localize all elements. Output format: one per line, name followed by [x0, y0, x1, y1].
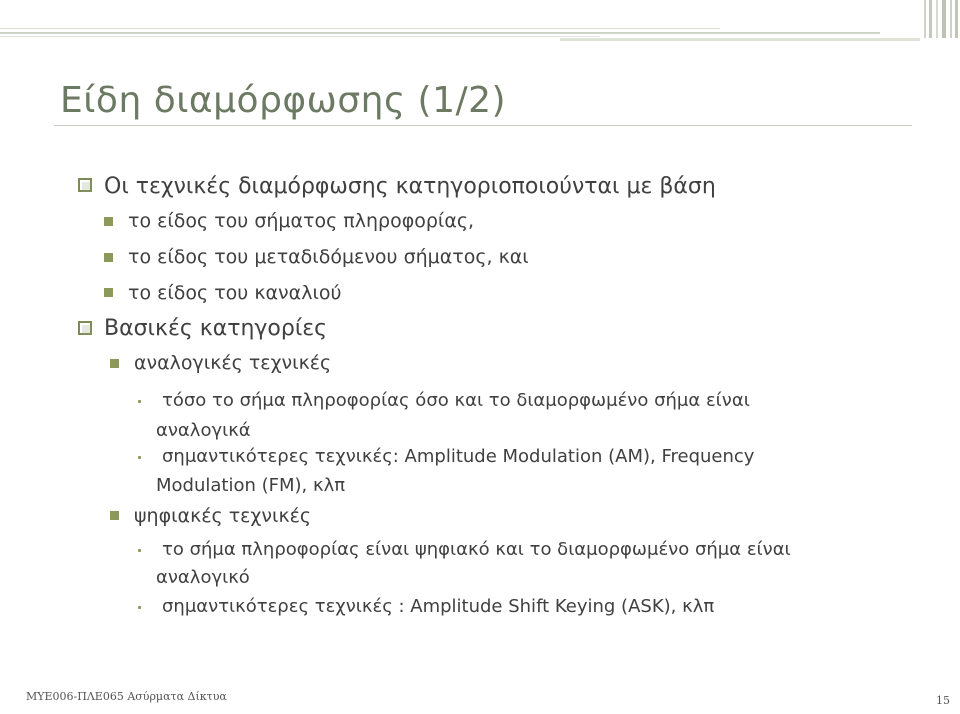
square-bullet-icon [104, 288, 113, 297]
bullet-level2: το είδος του καναλιού [128, 282, 342, 304]
page-number: 15 [936, 694, 950, 707]
footer-course: ΜΥΕ006-ΠΛΕ065 Ασύρματα Δίκτυα [26, 690, 227, 703]
bullet-level3-continuation: Modulation (FM), κλπ [156, 475, 346, 496]
slide-title: Είδη διαμόρφωσης (1/2) [60, 80, 507, 121]
bullet-level2: ψηφιακές τεχνικές [134, 505, 312, 527]
title-divider [54, 125, 912, 126]
dot-bullet-icon [138, 549, 141, 552]
square-bullet-icon [104, 253, 113, 262]
bullet-level1: Οι τεχνικές διαμόρφωσης κατηγοριοποιούνται με βάση [104, 174, 716, 199]
square-bullet-icon [110, 511, 119, 520]
bullet-level3-continuation: αναλογικό [156, 567, 250, 588]
bullet-level2: το είδος του σήματος πληροφορίας, [128, 210, 475, 232]
dot-bullet-icon [138, 606, 141, 609]
bullet-level3: σημαντικότερες τεχνικές: Amplitude Modulation (AM), Frequency [162, 446, 755, 467]
top-decoration [0, 0, 960, 40]
bullet-level3: τόσο το σήμα πληροφορίας όσο και το διαμορφωμένο σήμα είναι [162, 390, 750, 411]
square-bullet-icon [110, 359, 119, 368]
dot-bullet-icon [138, 400, 141, 403]
dot-bullet-icon [138, 456, 141, 459]
bullet-level2: αναλογικές τεχνικές [134, 352, 332, 374]
bullet-level3: το σήμα πληροφορίας είναι ψηφιακό και το διαμορφωμένο σήμα είναι [162, 539, 791, 560]
bullet-level3: σημαντικότερες τεχνικές : Amplitude Shift Keying (ASK), κλπ [162, 596, 715, 617]
corner-decoration [920, 0, 960, 38]
checkbox-bullet-icon [78, 321, 92, 335]
bullet-level2: το είδος του μεταδιδόμενου σήματος, και [128, 246, 529, 268]
square-bullet-icon [104, 217, 113, 226]
bullet-level3-continuation: αναλογικά [156, 420, 251, 441]
bullet-level1: Βασικές κατηγορίες [104, 316, 328, 341]
checkbox-bullet-icon [78, 178, 92, 192]
